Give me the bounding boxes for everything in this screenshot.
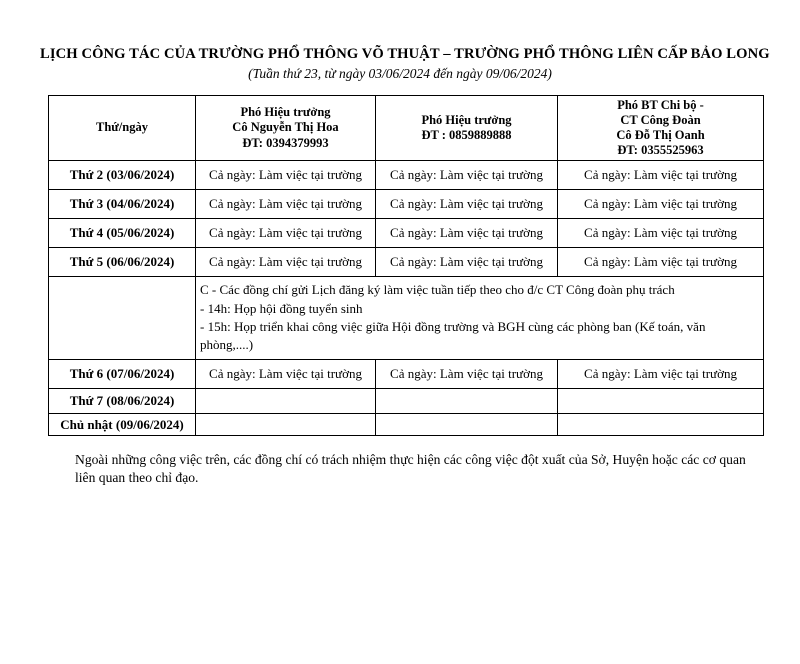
day-cell: Thứ 3 (04/06/2024) [49,190,196,219]
note-line: - 14h: Họp hội đồng tuyển sinh [200,300,363,316]
day-cell: Thứ 2 (03/06/2024) [49,161,196,190]
schedule-cell: Cả ngày: Làm việc tại trường [196,190,376,219]
table-row-wednesday [49,219,764,248]
day-cell: Thứ 5 (06/06/2024) [49,248,196,277]
schedule-cell-empty [196,414,376,436]
header-line: ĐT: 0394379993 [242,135,329,150]
table-row-sunday [49,414,764,436]
document-title: LỊCH CÔNG TÁC CỦA TRƯỜNG PHỔ THÔNG VÕ THUẬT – TRƯỜNG PHỔ THÔNG LIÊN CẤP BẢO LONG [40,46,770,62]
schedule-cell: Cả ngày: Làm việc tại trường [558,360,764,389]
table-row-saturday [49,389,764,414]
schedule-cell: Cả ngày: Làm việc tại trường [196,248,376,277]
document-subtitle: (Tuần thứ 23, từ ngày 03/06/2024 đến ngày 09/06/2024) [248,66,552,81]
table-row-thursday [49,248,764,277]
schedule-cell: Cả ngày: Làm việc tại trường [196,219,376,248]
schedule-cell: Cả ngày: Làm việc tại trường [376,219,558,248]
table-row-monday [49,161,764,190]
schedule-cell: Cả ngày: Làm việc tại trường [558,248,764,277]
header-line: Phó Hiệu trưởng [421,112,512,127]
schedule-table [48,95,764,436]
table-row-friday [49,360,764,389]
note-line: C - Các đồng chí gửi Lịch đăng ký làm việc tuần tiếp theo cho đ/c CT Công đoàn phụ trách [200,282,675,298]
header-line: ĐT: 0355525963 [617,143,704,158]
schedule-cell: Cả ngày: Làm việc tại trường [558,190,764,219]
table-header-row [49,96,764,161]
header-line: Phó BT Chi bộ - [617,97,704,112]
header-cell-vice-principal-1 [196,96,376,161]
schedule-cell-empty [376,414,558,436]
schedule-cell-empty [196,389,376,414]
header-line: CT Công Đoàn [620,112,701,127]
schedule-cell: Cả ngày: Làm việc tại trường [196,161,376,190]
schedule-cell: Cả ngày: Làm việc tại trường [376,190,558,219]
document-page [0,46,800,664]
table-row-tuesday [49,190,764,219]
table-row-weekly-note [49,277,764,360]
schedule-cell-empty [558,414,764,436]
header-cell-vice-principal-2 [376,96,558,161]
schedule-cell: Cả ngày: Làm việc tại trường [376,360,558,389]
schedule-cell-empty [558,389,764,414]
note-line: - 15h: Họp triển khai công việc giữa Hội đồng trường và BGH cùng các phòng ban (Kế toán, văn phòng,....) [200,319,706,353]
header-line: Phó Hiệu trưởng [240,105,331,120]
day-cell: Thứ 6 (07/06/2024) [49,360,196,389]
schedule-cell: Cả ngày: Làm việc tại trường [376,161,558,190]
schedule-cell: Cả ngày: Làm việc tại trường [558,219,764,248]
schedule-cell: Cả ngày: Làm việc tại trường [196,360,376,389]
day-cell: Thứ 7 (08/06/2024) [49,389,196,414]
header-cell-union-chair [558,96,764,161]
header-line: Cô Nguyễn Thị Hoa [232,120,339,135]
header-cell-day: Thứ/ngày [49,96,196,161]
schedule-cell-empty [376,389,558,414]
footer-note: Ngoài những công việc trên, các đồng chí có trách nhiệm thực hiện các công việc đột xuất của Sở, Huyện hoặc các cơ quan liên quan theo chỉ đạo. [75,452,746,485]
header-line: Cô Đỗ Thị Oanh [616,128,705,142]
schedule-cell: Cả ngày: Làm việc tại trường [558,161,764,190]
note-cell [196,277,764,360]
day-cell: Chủ nhật (09/06/2024) [49,414,196,436]
day-cell: Thứ 4 (05/06/2024) [49,219,196,248]
header-line: ĐT : 0859889888 [421,128,512,142]
day-cell-empty [49,277,196,360]
schedule-cell: Cả ngày: Làm việc tại trường [376,248,558,277]
